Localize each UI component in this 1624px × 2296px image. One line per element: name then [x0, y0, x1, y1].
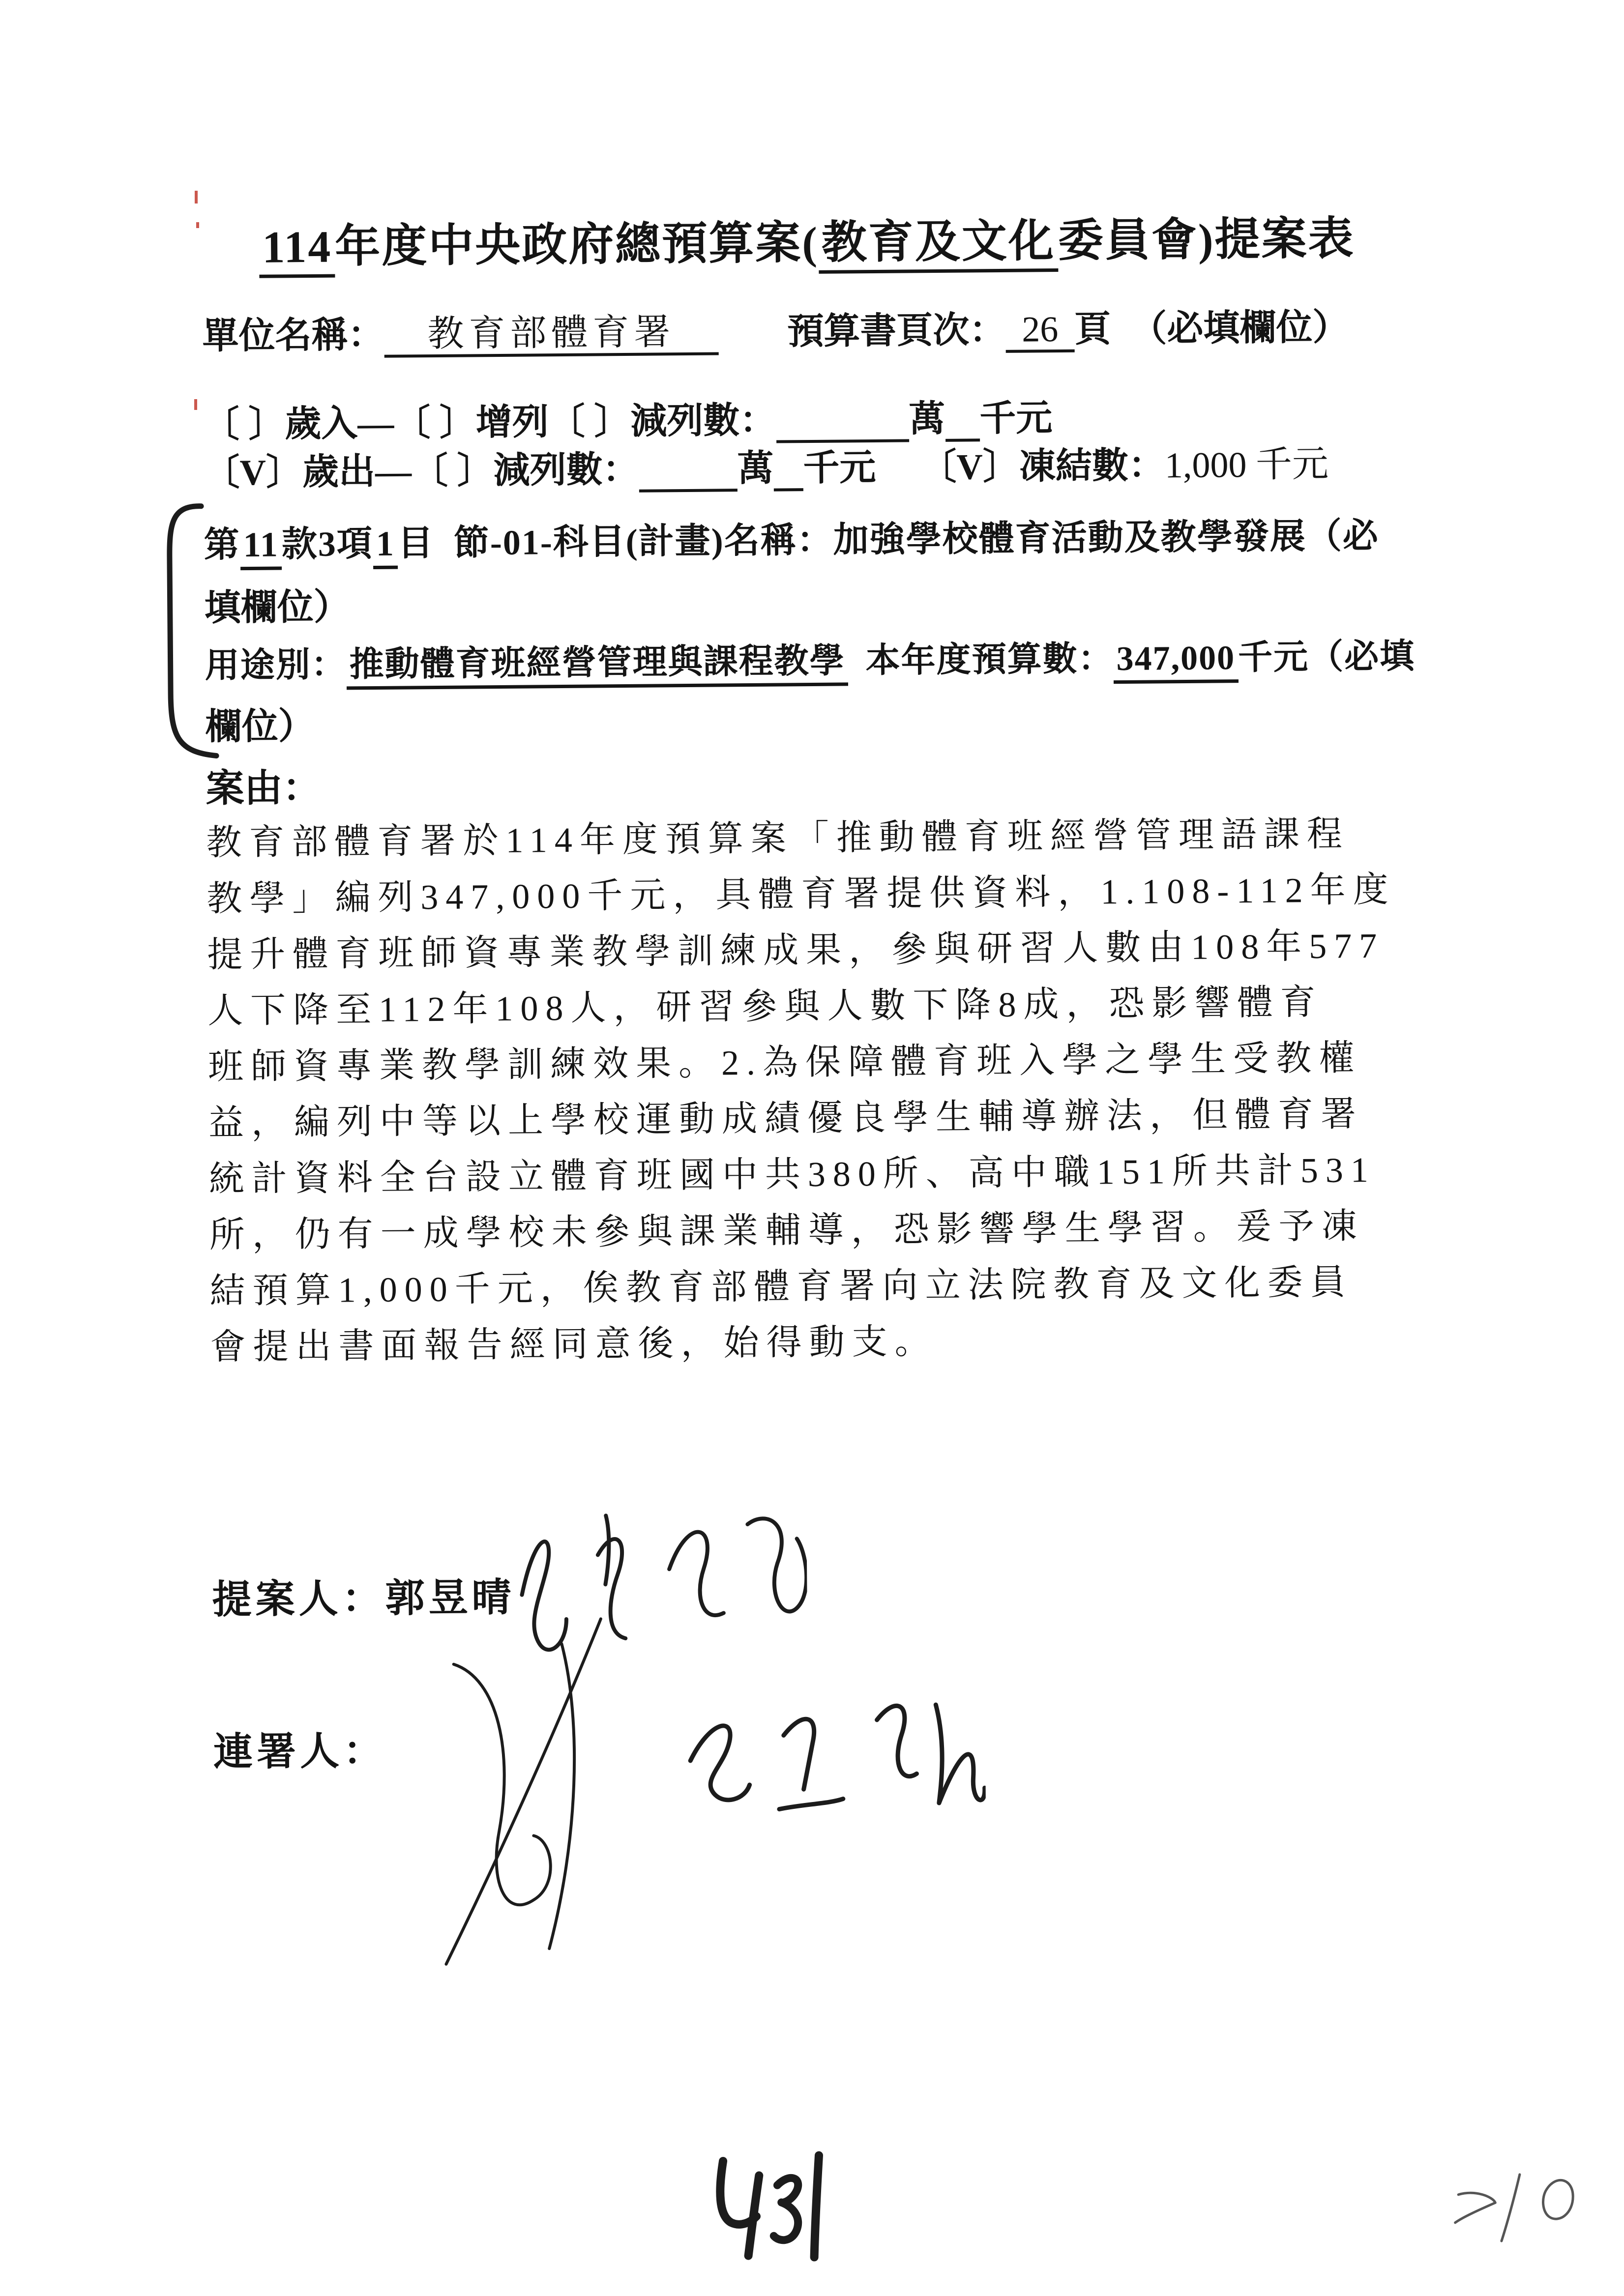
- freeze-value: 1,000 千元: [1164, 444, 1329, 486]
- blank-field: [639, 449, 738, 492]
- dash: —: [375, 451, 412, 492]
- decrease-checkbox: 〔 〕: [548, 401, 631, 443]
- section-label: 節-01-科目(計畫)名稱：: [453, 520, 834, 563]
- budget-page-underline: [1005, 310, 1075, 353]
- revenue-label: 歲入: [284, 404, 358, 445]
- expenditure-row: [203, 435, 1329, 496]
- handwritten-number-center: [701, 2148, 834, 2267]
- budget-amount-value: 347,000: [1113, 639, 1238, 684]
- budget-page-label: 預算書頁次：: [787, 310, 1006, 352]
- clause-row-wrap: [204, 578, 350, 631]
- wan-unit: 萬: [908, 399, 945, 440]
- unit-name-value: 教育部體育署: [427, 312, 676, 355]
- usage-row: [205, 628, 1415, 687]
- case-line: 所，仍有一成學校未參與課業輔導，恐影響學生學習。爰予凍: [209, 1206, 1365, 1255]
- expenditure-checkbox: 〔V〕: [203, 452, 303, 494]
- case-line: 班師資專業教學訓練效果。2.為保障體育班入學之學生受教權: [207, 1038, 1362, 1087]
- wan-unit: 萬: [737, 448, 774, 490]
- subject-name: 加強學校體育活動及教學發展: [833, 517, 1306, 560]
- cosigner-row: [213, 1719, 387, 1777]
- blank-field: [776, 400, 909, 443]
- freeze-label: 凍結數：: [1019, 445, 1165, 487]
- clause-prefix: 第: [204, 525, 241, 565]
- case-line: 統計資料全台設立體育班國中共380所、高中職151所共計531: [208, 1150, 1376, 1199]
- expenditure-label: 歲出: [302, 451, 376, 493]
- usage-label: 用途別：: [205, 646, 347, 685]
- dash: —: [357, 403, 394, 444]
- thousand-unit: 千元: [803, 447, 876, 489]
- clause-row: [204, 507, 1379, 567]
- case-line: 提升體育班師資專業教學訓練成果，參與研習人數由108年577: [207, 926, 1385, 975]
- thousand-unit: 千元: [979, 398, 1053, 439]
- clause-mid: 款3項: [281, 523, 374, 564]
- cosigner-signature-1: [414, 1604, 653, 1979]
- proposer-name: 郭昱晴: [385, 1576, 515, 1621]
- case-line: 教育部體育署於114年度預算案「推動體育班經營管理語課程: [206, 814, 1350, 863]
- revenue-checkbox: 〔 〕: [203, 404, 285, 445]
- case-heading-text: 案由：: [206, 766, 321, 810]
- case-paragraph: [206, 805, 1499, 1375]
- increase-checkbox: 〔 〕: [393, 403, 476, 444]
- increase-label: 增列: [475, 402, 549, 443]
- unit-name-underline: [384, 313, 719, 358]
- decrease-label: 減列數：: [493, 449, 639, 492]
- unit-name-label: 單位名稱：: [202, 315, 384, 357]
- required-note-wrap: 欄位）: [205, 706, 315, 748]
- decrease-checkbox: 〔 〕: [411, 451, 494, 492]
- cosigner-label: 連署人：: [213, 1729, 387, 1774]
- title-part1: 年度中央政府總預算案(: [334, 217, 819, 272]
- spacer: [876, 479, 920, 480]
- title-committee: 教育及文化: [818, 216, 1058, 274]
- budget-amount-label: 本年度預算數：: [865, 640, 1114, 680]
- cosigner-signature-2: [670, 1660, 986, 1839]
- budget-amount-unit: 千元: [1238, 639, 1309, 677]
- case-line: 會提出書面報告經同意後，始得動支。: [210, 1322, 938, 1367]
- blank-field: [773, 449, 803, 491]
- case-line: 人下降至112年108人，研習參與人數下降8成，恐影響體育: [207, 982, 1323, 1031]
- case-line: 結預算1,000千元，俟教育部體育署向立法院教育及文化委員: [209, 1262, 1353, 1311]
- title-year: 114: [259, 222, 335, 278]
- decrease-label: 減列數：: [630, 400, 776, 442]
- usage-value: 推動體育班經營管理與課程教學: [346, 642, 848, 690]
- required-note-open: （必: [1306, 516, 1380, 556]
- document-title: [0, 200, 1619, 278]
- required-note-wrap: 填欄位）: [204, 587, 351, 629]
- required-note: （必填欄位）: [1130, 307, 1349, 349]
- title-part2: 委員會)提案表: [1058, 213, 1355, 266]
- unit-row: [202, 298, 1349, 359]
- handwritten-number-corner: [1446, 2162, 1584, 2246]
- budget-page-value: 26: [1022, 309, 1059, 350]
- required-note-open: （必填: [1308, 638, 1416, 677]
- case-line: 益，編列中等以上學校運動成績優良學生輔導辦法，但體育署: [208, 1094, 1364, 1143]
- clause-number: 11: [240, 524, 282, 570]
- usage-row-wrap: [205, 697, 315, 750]
- item-suffix: 目: [397, 523, 435, 563]
- case-line: 教學」編列347,000千元，具體育署提供資料，1.108-112年度: [207, 870, 1396, 919]
- proposer-label: 提案人：: [212, 1577, 385, 1622]
- item-number: 1: [373, 524, 398, 569]
- blank-field: [945, 399, 980, 441]
- freeze-checkbox: 〔V〕: [920, 446, 1020, 488]
- budget-page-unit: 頁: [1074, 309, 1111, 350]
- case-heading: [206, 757, 321, 813]
